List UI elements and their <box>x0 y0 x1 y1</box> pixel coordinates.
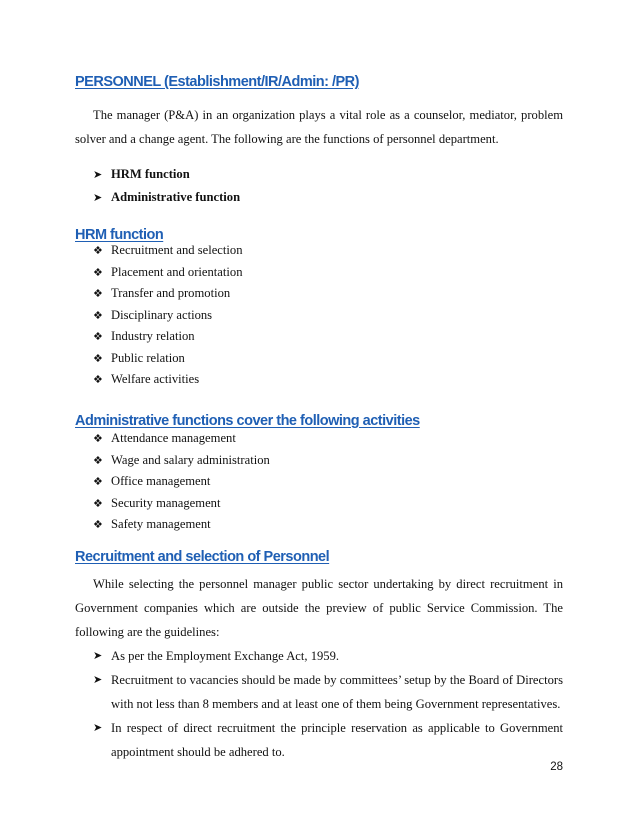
admin-list <box>93 428 270 536</box>
page-number: 28 <box>550 761 563 773</box>
recruitment-line-2: Government companies which are outside the preview of public Service Commission. The <box>75 601 563 615</box>
recruitment-line-1: While selecting the personnel manager public sector undertaking by direct recruitment in <box>93 577 563 591</box>
diamond-bullet-icon: ❖ <box>93 518 103 531</box>
list-item: ❖ Industry relation <box>93 326 243 348</box>
recruitment-line-3: following are the guidelines: <box>75 625 220 639</box>
list-item: ➤ Administrative function <box>93 186 240 209</box>
list-item: ➤ HRM function <box>93 163 240 186</box>
intro-line-2: solver and a change agent. The following are the functions of personnel department. <box>75 132 499 146</box>
diamond-bullet-icon: ❖ <box>93 432 103 445</box>
heading-admin-functions: Administrative functions cover the following activities <box>75 413 420 429</box>
diamond-bullet-icon: ❖ <box>93 453 103 467</box>
list-item: ❖ Security management <box>93 493 270 515</box>
arrow-bullet-icon: ➤ <box>93 168 103 181</box>
heading-hrm-function: HRM function <box>75 227 164 243</box>
list-item: ➤ Recruitment to vacancies should be made by committees’ setup by the Board of Directors with not less than 8 members and at least one of them being Government representatives. <box>93 668 563 716</box>
intro-paragraph <box>75 103 563 151</box>
functions-list <box>93 163 240 209</box>
list-item: ❖ Safety management <box>93 514 270 536</box>
list-item: ❖ Recruitment and selection <box>93 240 243 262</box>
diamond-bullet-icon: ❖ <box>93 308 103 322</box>
list-item: ➤ In respect of direct recruitment the principle reservation as applicable to Government appointment should be adhered to. <box>93 716 563 764</box>
diamond-bullet-icon: ❖ <box>93 496 103 510</box>
list-item: ❖ Transfer and promotion <box>93 283 243 305</box>
diamond-bullet-icon: ❖ <box>93 475 103 488</box>
list-item: ❖ Placement and orientation <box>93 262 243 284</box>
list-item: ❖ Welfare activities <box>93 369 243 391</box>
list-item: ❖ Wage and salary administration <box>93 450 270 472</box>
list-item: ➤ As per the Employment Exchange Act, 1959. <box>93 644 563 668</box>
list-item: ❖ Disciplinary actions <box>93 305 243 327</box>
diamond-bullet-icon: ❖ <box>93 351 103 365</box>
list-item: ❖ Public relation <box>93 348 243 370</box>
arrow-bullet-icon: ➤ <box>93 649 103 662</box>
recruitment-paragraph <box>75 572 563 644</box>
heading-recruitment: Recruitment and selection of Personnel <box>75 549 330 565</box>
intro-line-1: The manager (P&A) in an organization plays a vital role as a counselor, mediator, problem <box>93 108 563 122</box>
arrow-bullet-icon: ➤ <box>93 721 103 734</box>
arrow-bullet-icon: ➤ <box>93 191 103 204</box>
heading-personnel: PERSONNEL (Establishment/IR/Admin: /PR) <box>75 74 359 90</box>
list-item: ❖ Attendance management <box>93 428 270 450</box>
arrow-bullet-icon: ➤ <box>93 673 103 686</box>
guidelines-list <box>93 644 563 764</box>
diamond-bullet-icon: ❖ <box>93 287 103 300</box>
hrm-list <box>93 240 243 391</box>
diamond-bullet-icon: ❖ <box>93 265 103 279</box>
diamond-bullet-icon: ❖ <box>93 244 103 257</box>
list-item: ❖ Office management <box>93 471 270 493</box>
diamond-bullet-icon: ❖ <box>93 373 103 386</box>
diamond-bullet-icon: ❖ <box>93 330 103 343</box>
